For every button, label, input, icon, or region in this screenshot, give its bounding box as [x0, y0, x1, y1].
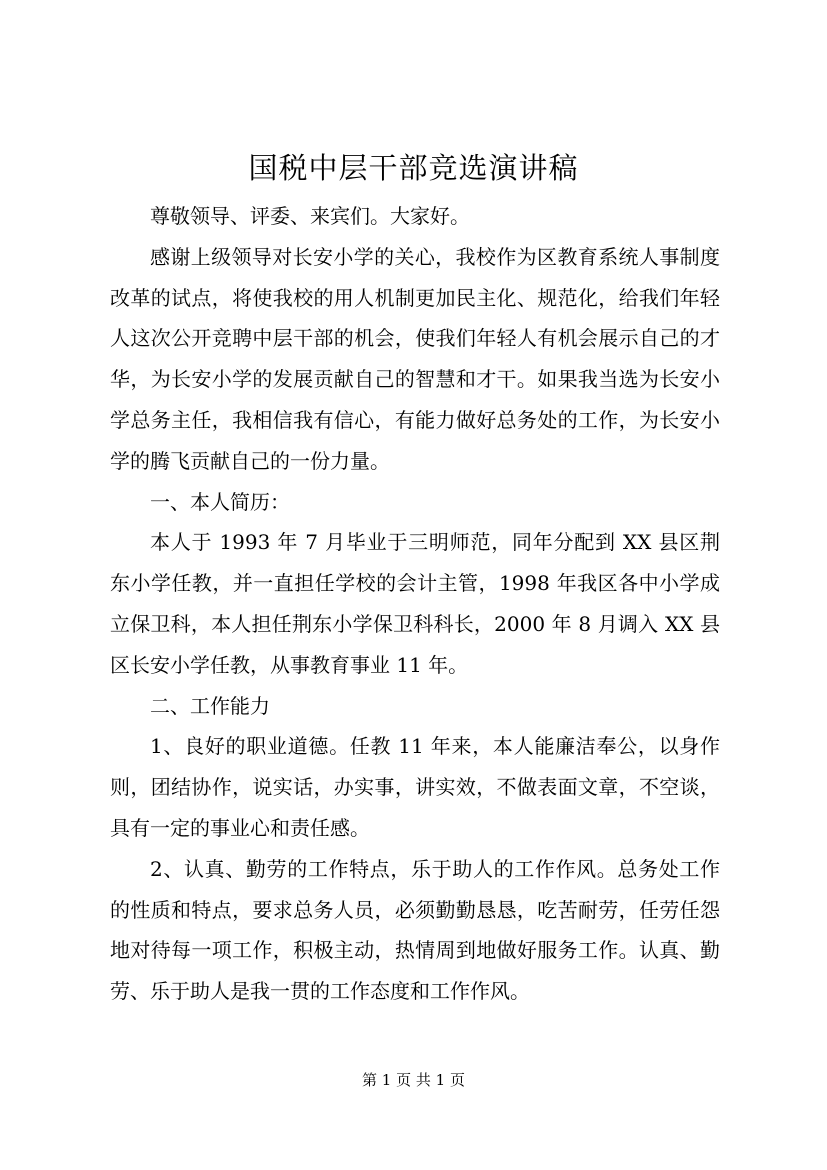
paragraph-ability-2: 2、认真、勤劳的工作特点，乐于助人的工作作风。总务处工作的性质和特点，要求总务人员，必须勤勤恳恳，吃苦耐劳，任劳任怨地对待每一项工作，积极主动，热情周到地做好服务工作。认真、勤劳、乐于助人是我一贯的工作态度和工作作风。 — [110, 856, 720, 1004]
paragraph-ability-1: 1、良好的职业道德。任教 11 年来，本人能廉洁奉公，以身作则，团结协作，说实话，办实事，讲实效，不做表面文章，不空谈，具有一定的事业心和责任感。 — [110, 734, 720, 840]
paragraph-thanks: 感谢上级领导对长安小学的关心，我校作为区教育系统人事制度改革的试点，将使我校的用人机制更加民主化、规范化，给我们年轻人这次公开竞聘中层干部的机会，使我们年轻人有机会展示自己的才华，为长安小学的发展贡献自己的智慧和才干。如果我当选为长安小学总务主任，我相信我有信心，有能力做好总务处的工作，为长安小学的腾飞贡献自己的一份力量。 — [110, 244, 720, 473]
section-heading-ability: 二、工作能力 — [150, 693, 270, 718]
document-title: 国税中层干部竞选演讲稿 — [248, 151, 579, 185]
paragraph-resume: 本人于 1993 年 7 月毕业于三明师范，同年分配到 XX 县区荆东小学任教，并一直担任学校的会计主管，1998 年我区各中小学成立保卫科，本人担任荆东小学保卫科科长，2000 年 8 月调入 XX 县区长安小学任教，从事教育事业 11 年。 — [110, 530, 720, 677]
section-heading-resume: 一、本人简历： — [150, 489, 290, 514]
page-footer: 第 1 页 共 1 页 — [362, 1071, 465, 1089]
document-body — [110, 196, 720, 1012]
paragraph-greeting: 尊敬领导、评委、来宾们。大家好。 — [150, 204, 470, 228]
